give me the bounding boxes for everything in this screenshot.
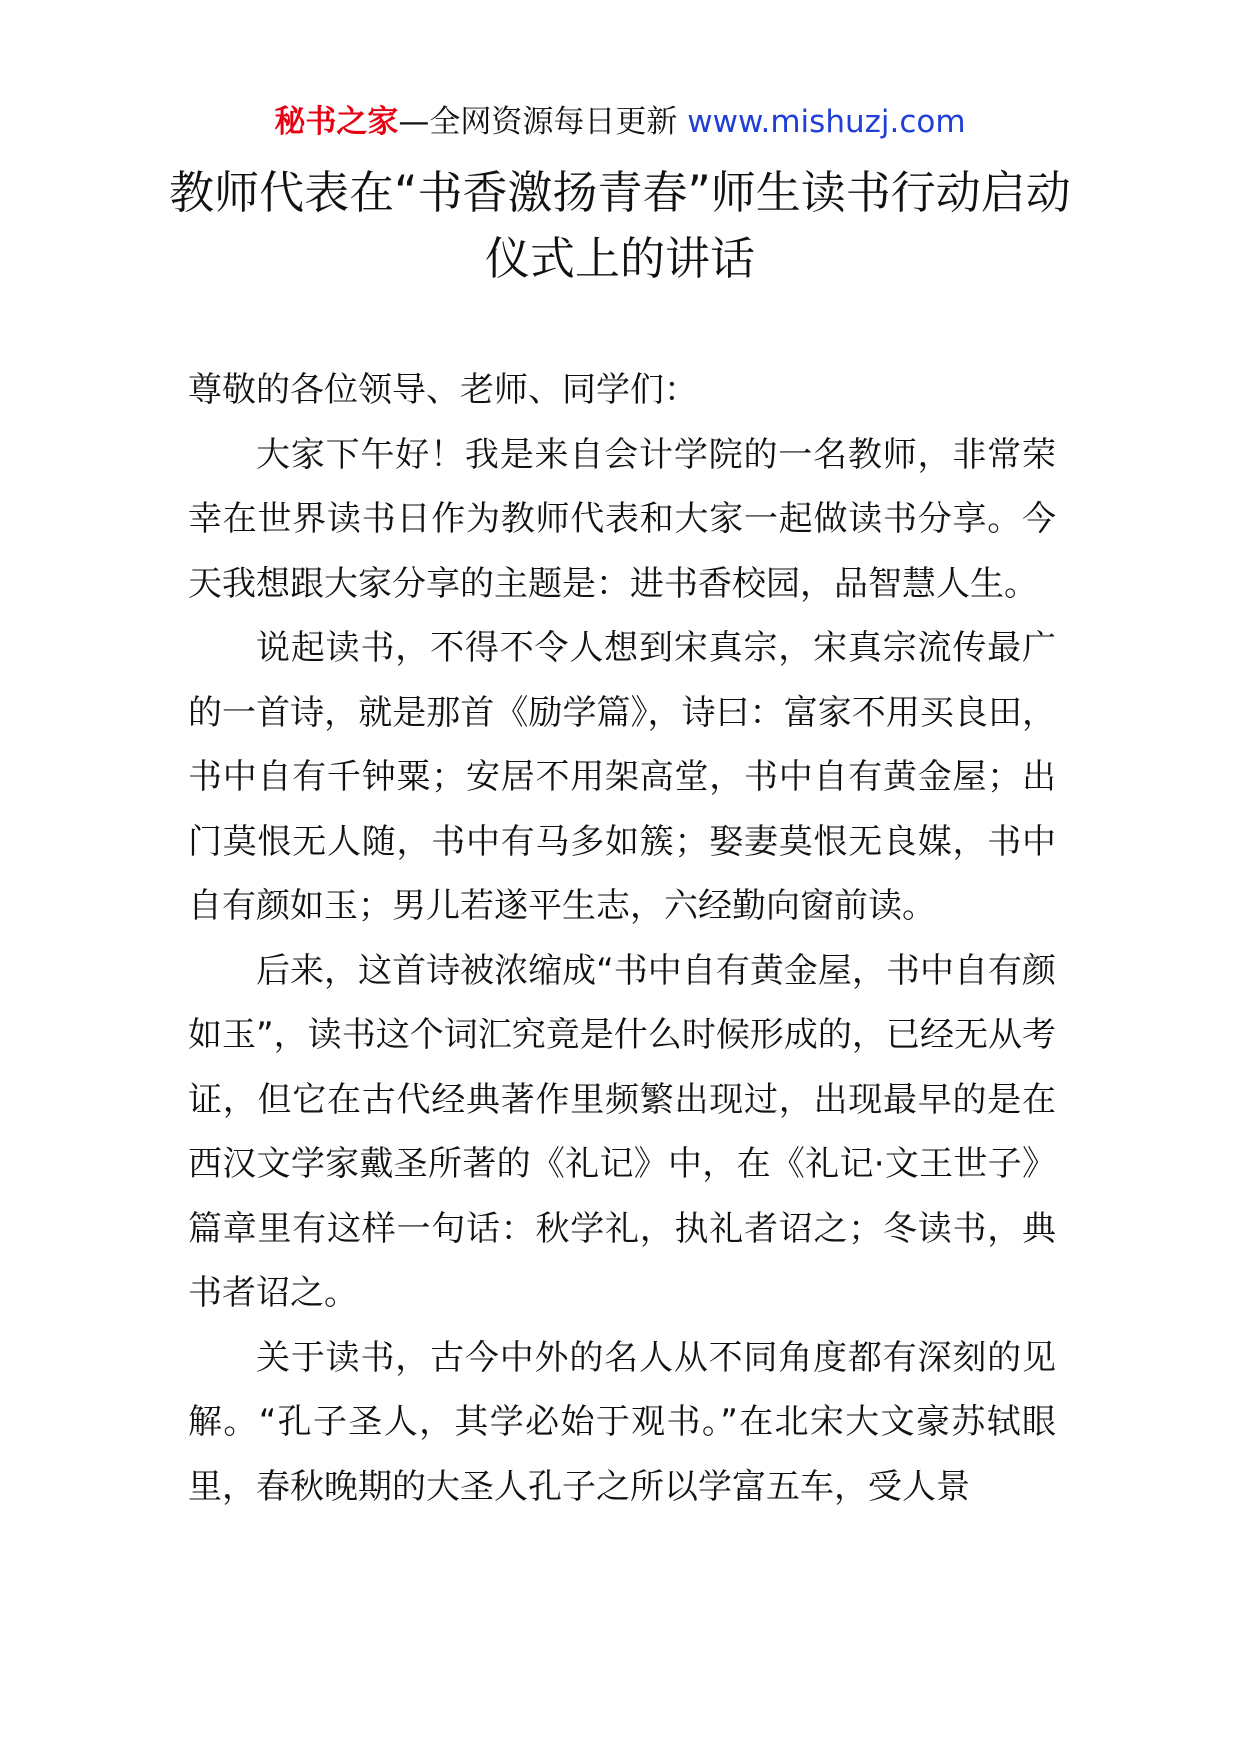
document-title: 教师代表在“书香激扬青春”师生读书行动启动仪式上的讲话 (169, 166, 1071, 285)
watermark-url: www.mishuzj.com (687, 104, 966, 140)
body-paragraph-4: 关于读书，古今中外的名人从不同角度都有深刻的见解。“孔子圣人，其学必始于观书。”在北宋大文豪苏轼眼里，春秋晚期的大圣人孔子之所以学富五车，受人景 (188, 1337, 1056, 1507)
document-body (188, 358, 1056, 1519)
watermark-slogan: —全网资源每日更新 (398, 104, 678, 140)
watermark-brand: 秘书之家 (274, 104, 399, 140)
watermark-banner (0, 102, 1240, 142)
body-paragraph-3: 后来，这首诗被浓缩成“书中自有黄金屋，书中自有颜如玉”，读书这个词汇究竟是什么时候形成的，已经无从考证，但它在古代经典著作里频繁出现过，出现最早的是在西汉文学家戴圣所著的《礼记》中，在《礼记·文王世子》篇章里有这样一句话：秋学礼，执礼者诏之；冬读书，典书者诏之。 (188, 950, 1056, 1313)
body-paragraph-1: 大家下午好！我是来自会计学院的一名教师，非常荣幸在世界读书日作为教师代表和大家一起做读书分享。今天我想跟大家分享的主题是：进书香校园，品智慧人生。 (188, 434, 1056, 604)
body-paragraph-2: 说起读书，不得不令人想到宋真宗，宋真宗流传最广的一首诗，就是那首《励学篇》，诗曰：富家不用买良田，书中自有千钟粟；安居不用架高堂，书中自有黄金屋；出门莫恨无人随，书中有马多如簇；娶妻莫恨无良媒，书中自有颜如玉；男儿若遂平生志，六经勤向窗前读。 (188, 628, 1056, 926)
salutation: 尊敬的各位领导、老师、同学们： (188, 370, 698, 410)
